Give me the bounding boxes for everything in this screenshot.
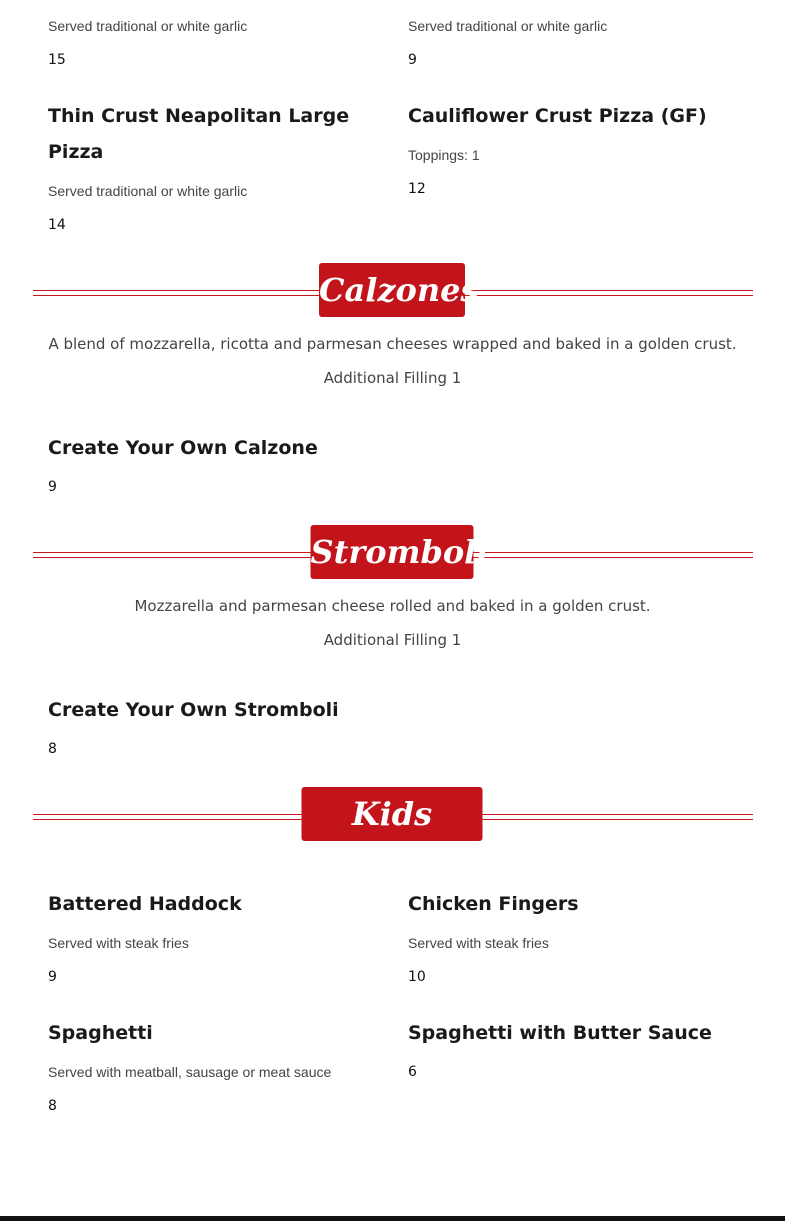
- item-price: 15: [48, 52, 66, 68]
- item-description: Toppings: 1: [408, 147, 480, 163]
- item-price: 14: [48, 217, 66, 233]
- section-heading-banner: Stromboli: [311, 525, 474, 579]
- item-title: Chicken Fingers: [408, 893, 579, 915]
- item-price: 12: [408, 181, 426, 197]
- item-price: 8: [48, 741, 57, 757]
- section-addon: Additional Filling 1: [323, 631, 462, 649]
- item-description: Served traditional or white garlic: [48, 183, 248, 199]
- section-description: A blend of mozzarella, ricotta and parmesan cheeses wrapped and baked in a golden crust.: [48, 335, 737, 353]
- item-description: Served with steak fries: [408, 935, 549, 951]
- item-title: Thin Crust Neapolitan Large: [48, 105, 350, 127]
- item-price: 8: [48, 1098, 57, 1114]
- item-price: 9: [48, 479, 57, 495]
- item-description: Served traditional or white garlic: [48, 18, 248, 34]
- section-addon: Additional Filling 1: [323, 369, 462, 387]
- item-description: Served with steak fries: [48, 935, 189, 951]
- item-title: Cauliflower Crust Pizza (GF): [408, 105, 707, 127]
- item-title: Spaghetti: [48, 1022, 153, 1044]
- section-heading-banner: Calzones: [319, 263, 465, 317]
- footer-bar: [0, 1216, 785, 1221]
- item-price: 6: [408, 1064, 417, 1080]
- item-price: 9: [48, 969, 57, 985]
- item-title: Spaghetti with Butter Sauce: [408, 1022, 712, 1044]
- item-description: Served with meatball, sausage or meat sauce: [48, 1064, 332, 1080]
- item-price: 9: [408, 52, 417, 68]
- item-title-continued: Pizza: [48, 141, 104, 163]
- section-heading-banner: Kids Menu: [302, 787, 483, 841]
- item-description: Served traditional or white garlic: [408, 18, 608, 34]
- item-title: Create Your Own Stromboli: [48, 699, 339, 721]
- item-title: Create Your Own Calzone: [48, 437, 318, 459]
- item-price: 10: [408, 969, 426, 985]
- item-title: Battered Haddock: [48, 893, 242, 915]
- section-description: Mozzarella and parmesan cheese rolled and baked in a golden crust.: [134, 597, 651, 615]
